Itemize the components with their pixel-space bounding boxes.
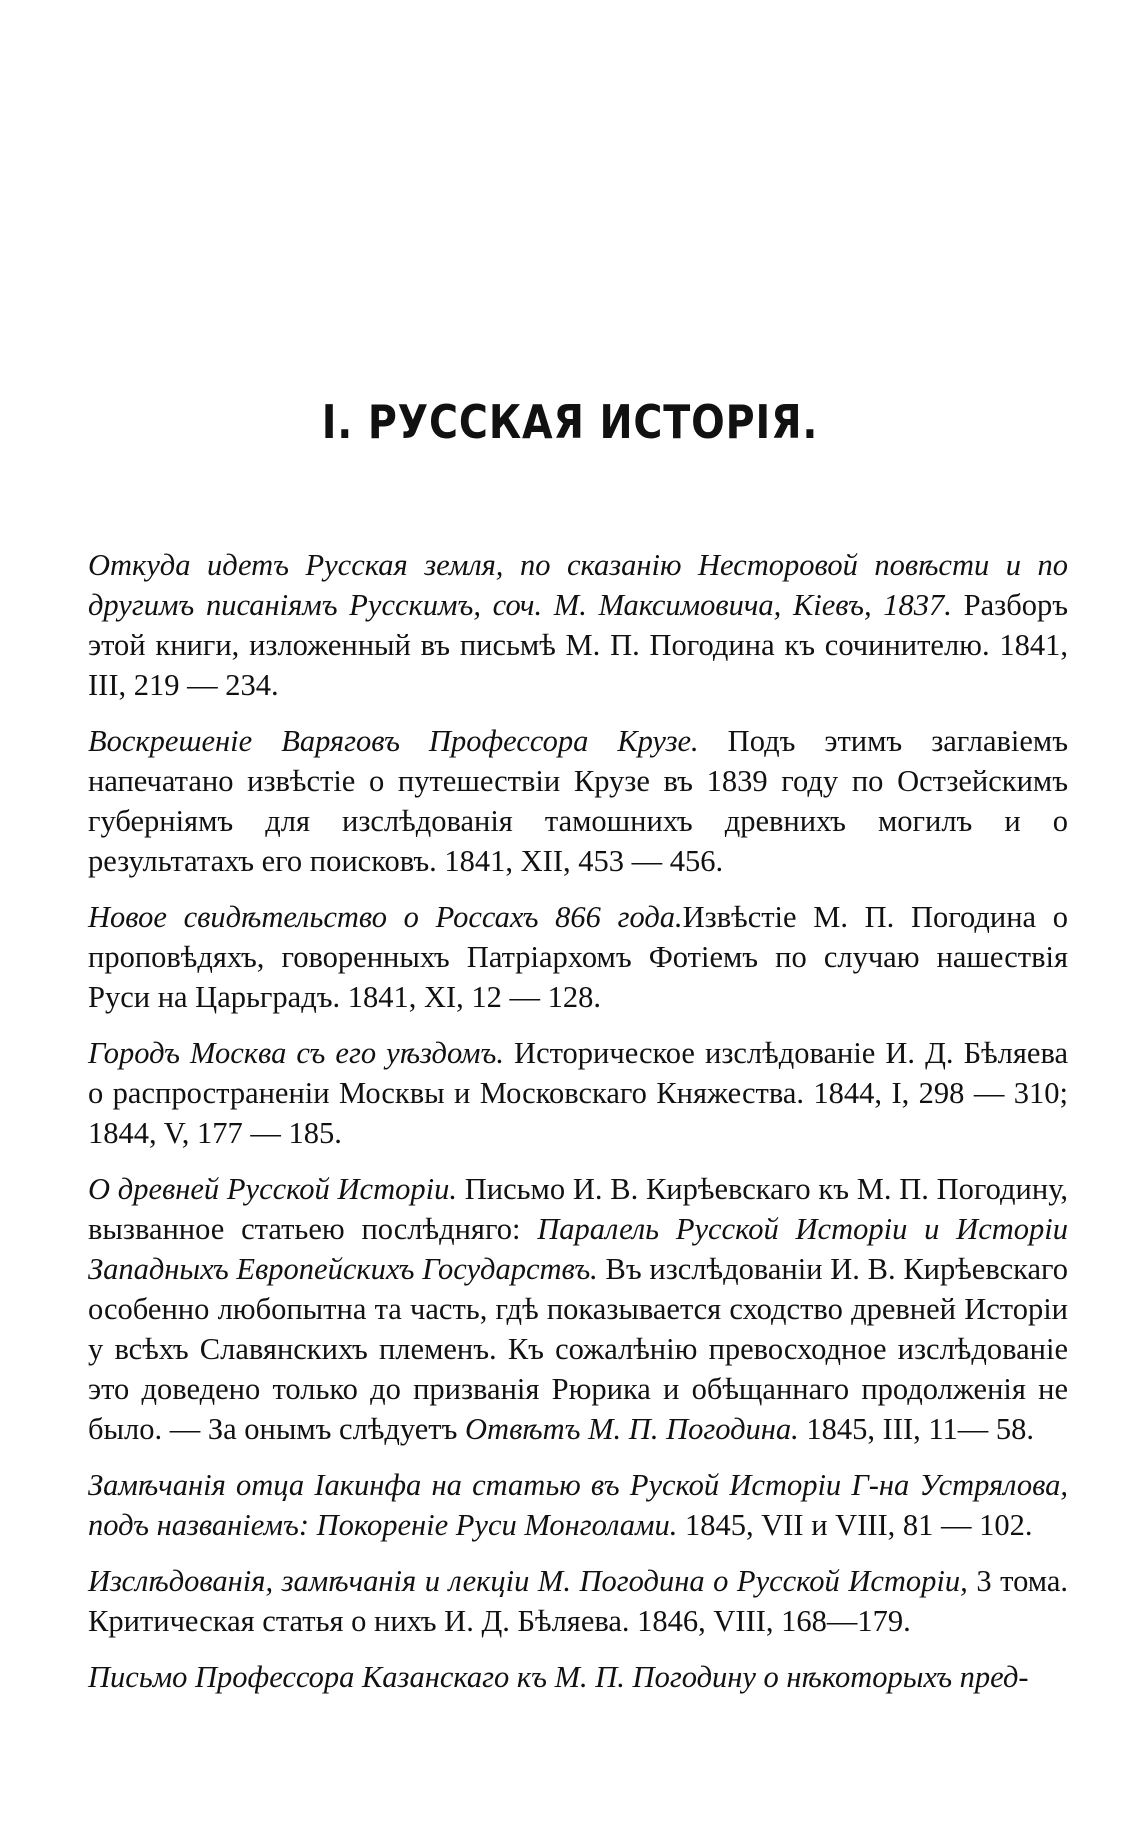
entry-title: О древней Русской Исторіи. [88,1172,457,1206]
entry-body: Историческое изслѣдованіе И. Д. Бѣляева о распространеніи Москвы и Московскаго Княжества. 1844, I, 298 — 310; 1844, V, 177 — 185. [88,1036,1068,1150]
entry-citation: 1845, III, 11— 58. [806,1412,1034,1446]
entry-body: 1845, VII и VIII, 81 — 102. [685,1508,1033,1542]
entry-title: Изслѣдованія, замѣчанія и лекціи М. Погодина о Русской Исторіи, [88,1564,968,1598]
entry-title: Замѣчанія отца Іакинфа на статью въ Руской Исторіи Г-на Устрялова, подъ названіемъ: Покореніе Руси Монголами. [88,1468,1068,1542]
entry-body: Извѣстіе М. П. Погодина о проповѣдяхъ, говоренныхъ Патріархомъ Фотіемъ по случаю нашествія Руси на Царьградъ. 1841, XI, 12 — 128. [88,900,1068,1014]
entry-body: 3 тома. Критическая статья о нихъ И. Д. Бѣляева. 1846, VIII, 168—179. [88,1564,1068,1638]
list-item [88,545,1068,705]
list-item [88,721,1068,881]
entry-body: Письмо И. В. Кирѣевскаго къ М. П. Погодину, вызванное статьею послѣдняго: [88,1172,1069,1246]
entry-reply-title: Отвѣтъ М. П. Погодина. [465,1412,799,1446]
entry-title: Городъ Москва съ его уѣздомъ. [88,1036,504,1070]
list-item [88,1465,1068,1545]
bibliography-list [88,545,1068,1713]
entry-title: Откуда идетъ Русская земля, по сказанію Несторовой повѣсти и по другимъ писаніямъ Русскимъ, соч. М. Максимовича, Кіевъ, 1837. [88,548,1068,622]
list-item [88,1561,1068,1641]
list-item [88,1657,1068,1697]
entry-title: Воскрешеніе Варяговъ Профессора Крузе. [88,724,699,758]
entry-body-continued: Въ изслѣдованіи И. В. Кирѣевскаго особенно любопытна та часть, гдѣ показывается сходство древней Исторіи у всѣхъ Славянскихъ племенъ. Къ сожалѣнію превосходное изслѣдованіе это доведено только до призванія Рюрика и обѣщаннаго продолженія не было. — За онымъ слѣдуетъ [88,1252,1068,1446]
entry-body: Подъ этимъ заглавіемъ напечатано извѣстіе о путешествіи Крузе въ 1839 году по Остзейскимъ губерніямъ для изслѣдованія тамошнихъ древнихъ могилъ и о результатахъ его поисковъ. 1841, XII, 453 — 456. [88,724,1068,878]
section-heading: I. РУССКАЯ ИСТОРІЯ. [321,395,819,449]
list-item [88,1033,1068,1153]
entry-subtitle: Паралель Русской Исторіи и Исторіи Западныхъ Европейскихъ Государствъ. [88,1212,1068,1286]
entry-title: Новое свидѣтельство о Россахъ 866 года. [88,900,683,934]
entry-title: Письмо Профессора Казанскаго къ М. П. Погодину о нѣкоторыхъ пред- [88,1660,1029,1694]
entry-body: Разборъ этой книги, изложенный въ письмѣ М. П. Погодина къ сочинителю. 1841, III, 219 — 234. [88,588,1069,702]
list-item [88,897,1068,1017]
list-item [88,1169,1068,1449]
